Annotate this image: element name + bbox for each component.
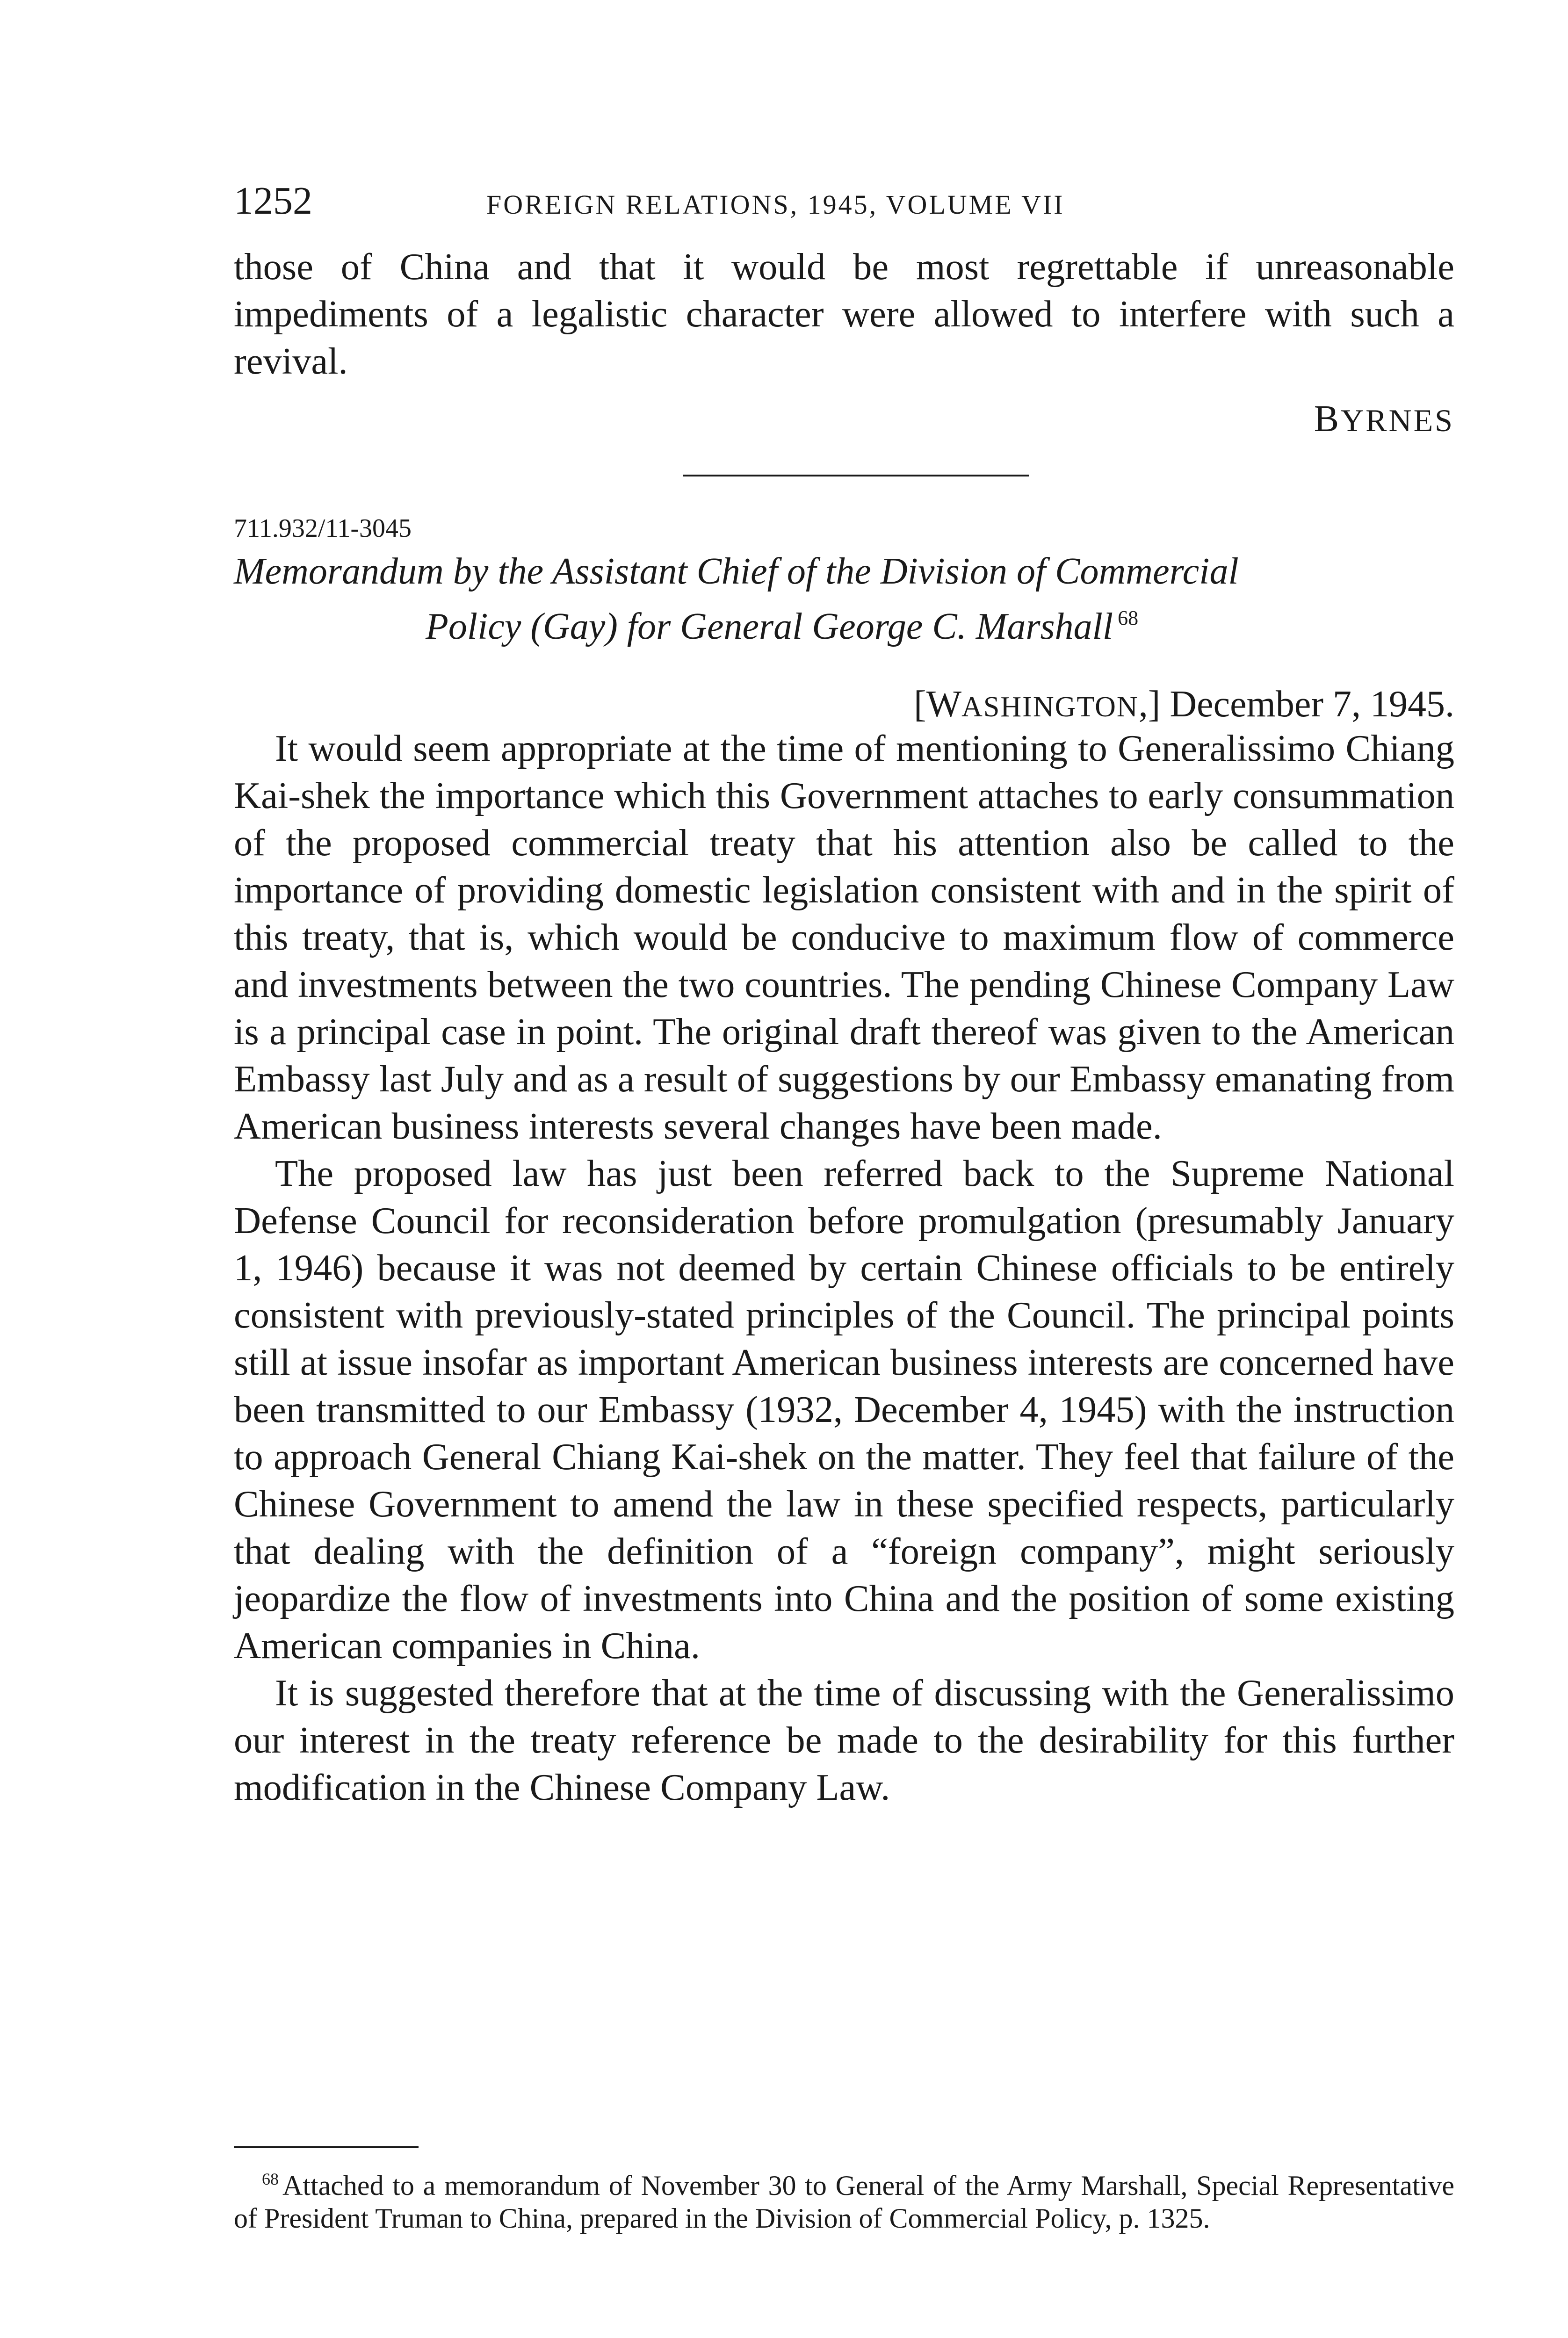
page-number: 1252 — [234, 179, 312, 223]
continued-paragraph-text: those of China and that it would be most regrettable if unreasonable impediments of a legalistic character were allowed to interfere with such a revival. — [234, 246, 1454, 382]
file-number: 711.932/11-3045 — [234, 514, 412, 543]
document-title-line-1: Memorandum by the Assistant Chief of the Division of Commercial — [234, 551, 1239, 592]
document-title — [234, 548, 1454, 650]
document-title-line-2 — [234, 595, 1454, 650]
dateline-close: ,] — [1138, 684, 1161, 725]
footnote-number: 68 — [262, 2170, 279, 2188]
dateline-place-rest: ASHINGTON — [961, 691, 1139, 723]
running-head — [234, 178, 1454, 224]
dateline — [914, 681, 1454, 730]
body-paragraph-1: It would seem appropriate at the time of mentioning to Generalissimo Chiang Kai-shek the importance which this Government attaches to early consummation of the proposed commercial treaty that his attention also be called to the importance of providing domestic legislation consistent with and in the spirit of this treaty, that is, which would be conducive to maximum flow of commerce and investments between the two countries. The pending Chinese Company Law is a principal case in point. The original draft thereof was given to the American Embassy last July and as a result of suggestions by our Embassy emanating from American business interests several changes have been made. — [234, 728, 1454, 1147]
dateline-date: December 7, 1945. — [1160, 684, 1454, 725]
body-paragraph-3: It is suggested therefore that at the time of discussing with the Generalissimo our interest in the treaty reference be made to the desirability for this further modification in the Chinese Company Law. — [234, 1672, 1454, 1808]
footnote — [234, 2163, 1454, 2235]
signature — [1314, 396, 1454, 444]
running-head-title: FOREIGN RELATIONS, 1945, VOLUME VII — [486, 189, 1065, 220]
continued-paragraph — [234, 243, 1454, 385]
footnote-divider — [234, 2146, 419, 2148]
section-divider — [683, 475, 1029, 476]
dateline-place-initial: W — [926, 684, 962, 725]
footnote-reference[interactable]: 68 — [1118, 606, 1139, 629]
signature-rest: YRNES — [1341, 403, 1454, 438]
dateline-open-bracket: [ — [914, 684, 926, 725]
document-title-line-2-text: Policy (Gay) for General George C. Marshall — [426, 606, 1113, 647]
memorandum-body — [234, 725, 1454, 1811]
footnote-text: Attached to a memorandum of November 30 to General of the Army Marshall, Special Representative of President Truman to China, prepared in the Division of Commercial Policy, p. 1325. — [234, 2170, 1454, 2234]
body-paragraph-2: The proposed law has just been referred back to the Supreme National Defense Council for reconsideration before promulgation (presumably January 1, 1946) because it was not deemed by certain Chinese officials to be entirely consistent with previously-stated principles of the Council. The principal points still at issue insofar as important American business interests are concerned have been transmitted to our Embassy (1932, December 4, 1945) with the instruction to approach General Chiang Kai-shek on the matter. They feel that failure of the Chinese Government to amend the law in these specified respects, particularly that dealing with the definition of a “foreign company”, might seriously jeopardize the flow of investments into China and the position of some existing American companies in China. — [234, 1153, 1454, 1667]
signature-initial: B — [1314, 398, 1341, 440]
